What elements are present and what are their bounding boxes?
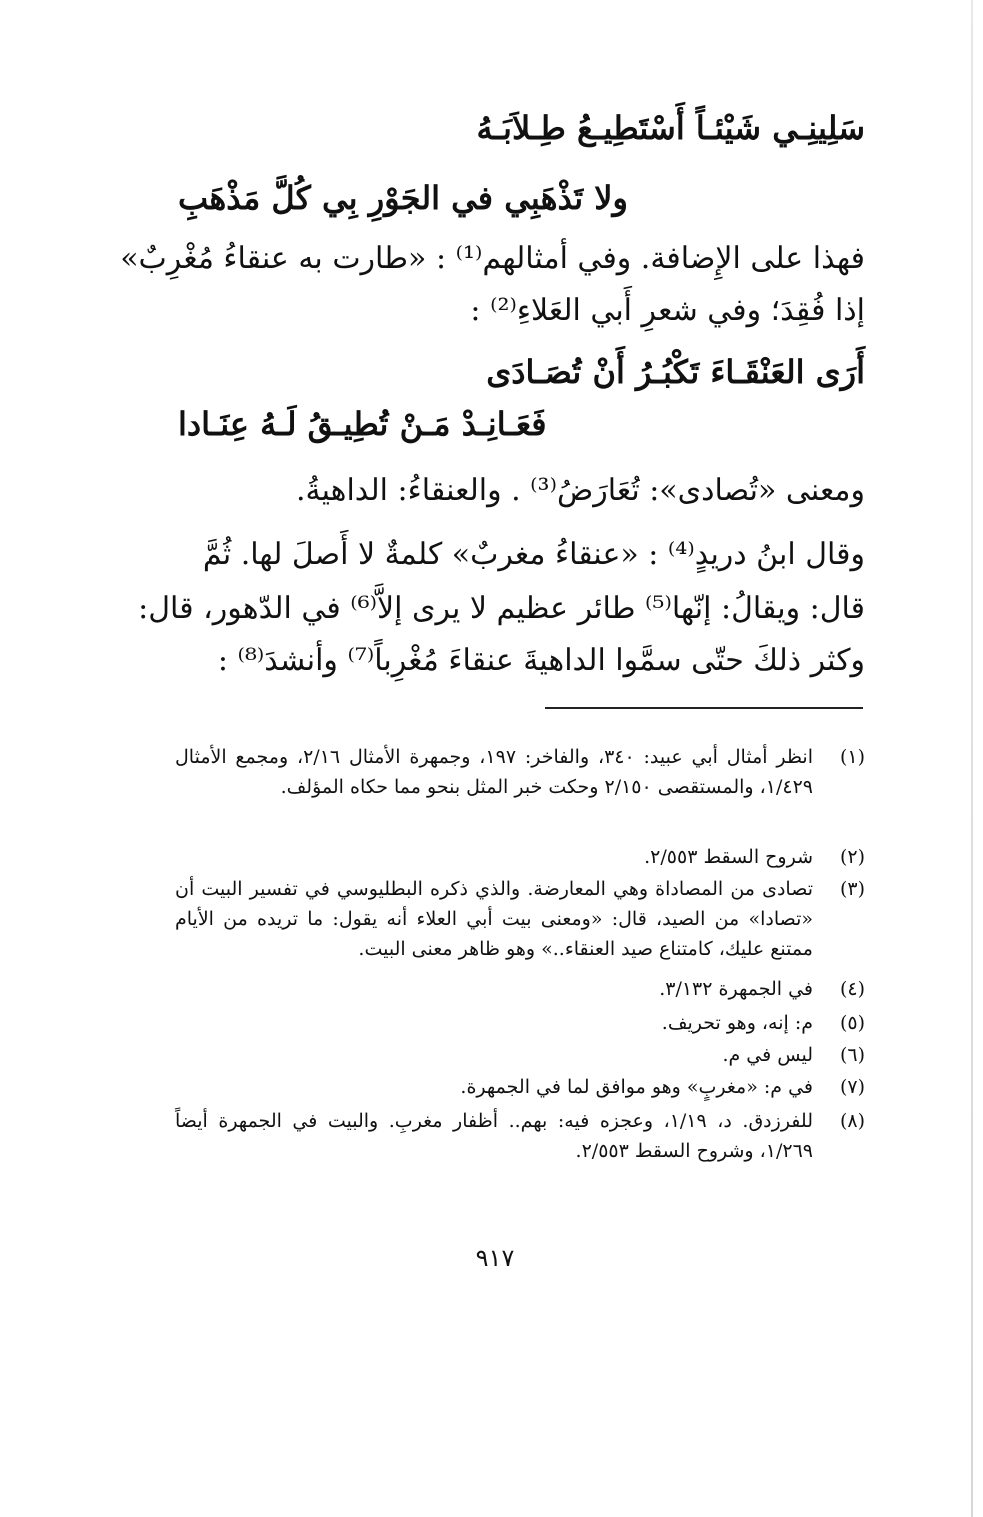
footnote-text: تصادى من المصاداة وهي المعارضة. والذي ذكره البطليوسي في تفسير البيت أن «تصادا» من الصيد، قال: «ومعنى بيت أبي العلاء أنه يقول: ما تريده من الأيام ممتنع عليك، كامتناع صيد العنقاء..» وهو ظاهر معنى البيت. — [175, 878, 813, 960]
verse1-hemistich1: سَلِينِـي شَيْئـاً أَسْتَطِيـعُ طِـلاَبَـهُ — [476, 109, 865, 147]
footnote-3 — [175, 874, 865, 964]
para3-line3: وكثر ذلكَ حتّى سمَّوا الداهيةَ عنقاءَ مُغْرِباً⁽⁷⁾ وأنشدَ⁽⁸⁾ : — [217, 643, 865, 678]
footnote-number: (٧) — [839, 1076, 865, 1098]
verse2-hemistich2: فَعَـانِـدْ مَـنْ تُطِيـقُ لَـهُ عِنَـادا — [178, 405, 547, 443]
verse2-hemistich1: أَرَى العَنْقَـاءَ تَكْبُـرُ أَنْ تُصَـادَى — [486, 353, 865, 391]
footnote-text: في الجمهرة ٣/١٣٢. — [659, 978, 813, 1000]
footnote-2 — [175, 842, 865, 872]
footnote-text: ليس في م. — [722, 1044, 813, 1066]
footnote-5 — [175, 1008, 865, 1038]
footnote-4 — [175, 974, 865, 1004]
footnote-text: في م: «مغربٍ» وهو موافق لما في الجمهرة. — [460, 1076, 813, 1098]
footnote-text: انظر أمثال أبي عبيد: ٣٤٠، والفاخر: ١٩٧، وجمهرة الأمثال ٢/١٦، ومجمع الأمثال ١/٤٢٩، والمستقصى ٢/١٥٠ وحكت خبر المثل بنحو مما حكاه المؤلف. — [175, 746, 813, 798]
footnote-number: (٨) — [839, 1110, 865, 1132]
verse1-hemistich2: ولا تَذْهَبِي في الجَوْرِ بِي كُلَّ مَذْهَبِ — [178, 179, 628, 217]
para3-line2: قال: ويقالُ: إنّها⁽⁵⁾ طائر عظيم لا يرى إلاَّ⁽⁶⁾ في الدّهور، قال: — [138, 591, 865, 626]
para3-line1: وقال ابنُ دريدٍ⁽⁴⁾ : «عنقاءُ مغربٌ» كلمةٌ لا أَصلَ لها. ثُمَّ — [202, 537, 865, 572]
para2-line1: ومعنى «تُصادى»: تُعَارَضُ⁽³⁾ . والعنقاءُ: الداهيةُ. — [295, 473, 865, 508]
footnote-6 — [175, 1040, 865, 1070]
footnote-number: (٢) — [839, 846, 865, 868]
footnote-number: (٥) — [839, 1012, 865, 1034]
footnote-text: م: إنه، وهو تحريف. — [661, 1012, 813, 1034]
footnote-number: (٦) — [839, 1044, 865, 1066]
footnote-separator — [545, 707, 863, 709]
footnote-8 — [175, 1106, 865, 1166]
page-edge-line — [971, 0, 973, 1517]
page-number: ٩١٧ — [475, 1244, 515, 1272]
footnote-number: (١) — [839, 746, 865, 768]
footnote-text: شروح السقط ٢/٥٥٣. — [644, 846, 813, 868]
footnote-7 — [175, 1072, 865, 1102]
footnote-number: (٤) — [839, 978, 865, 1000]
para1-line2: إذا فُقِدَ؛ وفي شعرِ أَبي العَلاءِ⁽²⁾ : — [470, 293, 865, 328]
footnote-text: للفرزدق. د، ١/١٩، وعجزه فيه: بهم.. أظفار مغربِ. والبيت في الجمهرة أيضاً ١/٢٦٩، وشروح السقط ٢/٥٥٣. — [175, 1110, 813, 1162]
footnote-1 — [175, 742, 865, 802]
para1-line1: فهذا على الإِضافة. وفي أمثالهم⁽¹⁾ : «طارت به عنقاءُ مُغْرِبٌ» — [120, 241, 865, 276]
footnote-number: (٣) — [839, 878, 865, 900]
